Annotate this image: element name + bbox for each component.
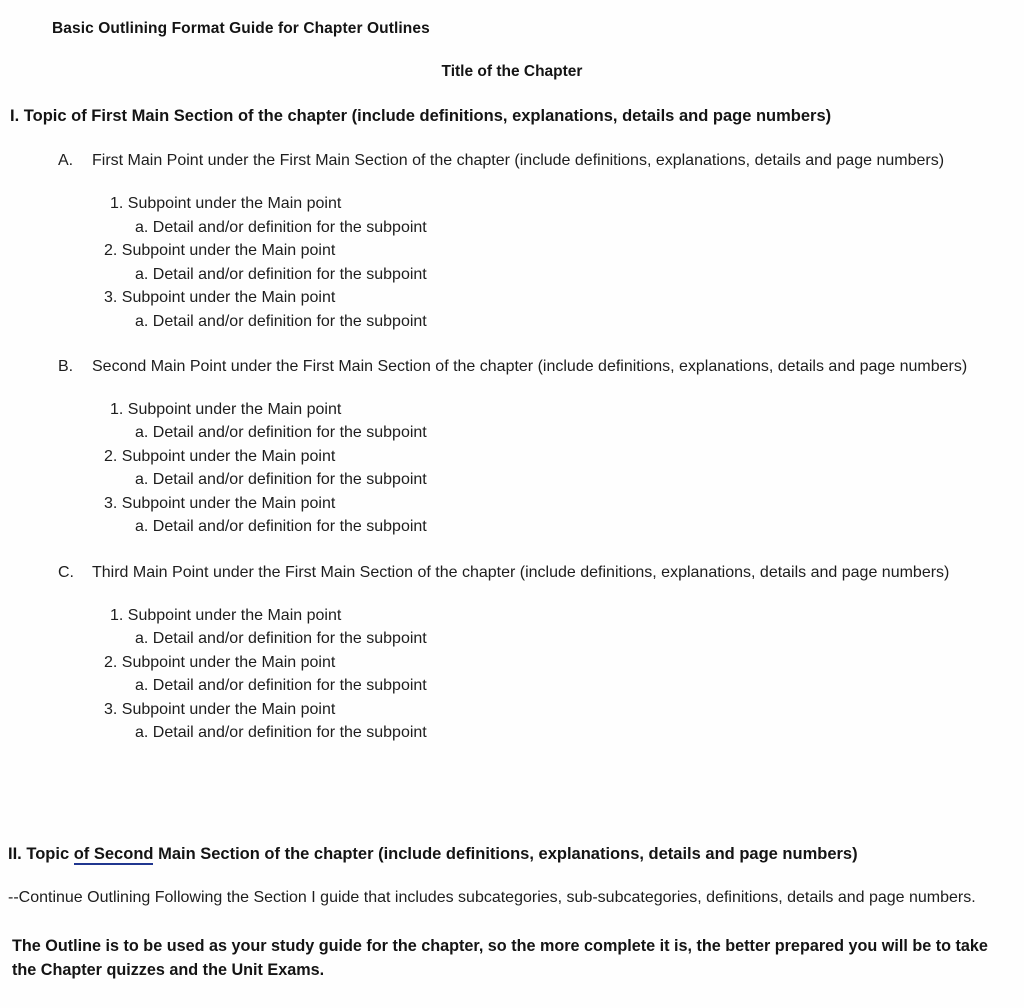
study-guide-note: The Outline is to be used as your study guide for the chapter, so the more complete it is, the better prepared you will be to take the Chapter quizzes and the Unit Exams.	[12, 937, 988, 979]
section-marker-I: I.	[10, 107, 20, 125]
subpoint-text: Subpoint under the Main point	[121, 494, 336, 512]
subpoint-text: Subpoint under the Main point	[127, 606, 342, 624]
closing-block	[0, 843, 1024, 982]
detail-marker: a.	[135, 218, 149, 236]
detail-marker: a.	[135, 265, 149, 283]
subpoint-marker: 2.	[104, 242, 118, 260]
detail-marker: a.	[135, 471, 149, 489]
detail-A-3	[0, 310, 1024, 334]
subpoint-marker: 3.	[104, 700, 118, 718]
subpoint-group-A	[0, 192, 1024, 333]
detail-A-1	[0, 216, 1024, 240]
main-point-marker-C: C.	[58, 563, 74, 581]
subpoint-A-1	[0, 192, 1024, 216]
subpoint-group-C	[0, 604, 1024, 745]
section-II-text-after: Main Section of the chapter (include definitions, explanations, details and page numbers)	[153, 845, 858, 863]
detail-text: Detail and/or definition for the subpoint	[152, 471, 427, 489]
detail-text: Detail and/or definition for the subpoint	[152, 518, 427, 536]
subpoint-marker: 1.	[110, 400, 124, 418]
detail-C-1	[0, 627, 1024, 651]
subpoint-marker: 3.	[104, 494, 118, 512]
subpoint-text: Subpoint under the Main point	[121, 242, 336, 260]
detail-marker: a.	[135, 630, 149, 648]
main-point-B	[0, 356, 1024, 379]
main-point-marker-B: B.	[58, 358, 74, 376]
subpoint-B-3	[0, 492, 1024, 516]
subpoint-A-2	[0, 239, 1024, 263]
detail-B-3	[0, 515, 1024, 539]
continue-outlining-note: --Continue Outlining Following the Section I guide that includes subcategories, sub-subcategories, definitions, details and page numbers.	[8, 889, 976, 907]
detail-C-3	[0, 721, 1024, 745]
document-header: Basic Outlining Format Guide for Chapter Outlines	[52, 20, 430, 37]
main-point-C	[0, 562, 1024, 585]
subpoint-marker: 2.	[104, 653, 118, 671]
subpoint-B-1	[0, 398, 1024, 422]
subpoint-marker: 1.	[110, 194, 124, 212]
detail-marker: a.	[135, 724, 149, 742]
section-II-text-before: Topic	[26, 845, 74, 863]
detail-C-2	[0, 674, 1024, 698]
detail-marker: a.	[135, 518, 149, 536]
detail-marker: a.	[135, 312, 149, 330]
detail-text: Detail and/or definition for the subpoint	[152, 724, 427, 742]
section-marker-II: II.	[8, 845, 22, 863]
main-point-text-C: Third Main Point under the First Main Section of the chapter (include definitions, explanations, details and page numbers)	[92, 563, 950, 581]
main-point-A	[0, 150, 1024, 173]
detail-text: Detail and/or definition for the subpoint	[152, 424, 427, 442]
detail-A-2	[0, 263, 1024, 287]
section-heading-II	[0, 843, 1024, 865]
section-title-I: Topic of First Main Section of the chapter (include definitions, explanations, details and page numbers)	[23, 107, 832, 125]
detail-text: Detail and/or definition for the subpoint	[152, 265, 427, 283]
subpoint-B-2	[0, 445, 1024, 469]
subpoint-marker: 2.	[104, 447, 118, 465]
subpoint-text: Subpoint under the Main point	[127, 194, 342, 212]
spellcheck-underlined-phrase: of Second	[73, 845, 154, 863]
subpoint-text: Subpoint under the Main point	[121, 653, 336, 671]
document-subtitle: Title of the Chapter	[441, 63, 583, 80]
subpoint-marker: 1.	[110, 606, 124, 624]
subpoint-C-3	[0, 698, 1024, 722]
subpoint-text: Subpoint under the Main point	[121, 289, 336, 307]
subpoint-group-B	[0, 398, 1024, 539]
detail-B-1	[0, 421, 1024, 445]
subpoint-text: Subpoint under the Main point	[121, 447, 336, 465]
subpoint-marker: 3.	[104, 289, 118, 307]
main-point-text-B: Second Main Point under the First Main Section of the chapter (include definitions, explanations, details and page numbers)	[92, 358, 968, 376]
detail-B-2	[0, 468, 1024, 492]
subpoint-C-1	[0, 604, 1024, 628]
detail-text: Detail and/or definition for the subpoint	[152, 312, 427, 330]
detail-marker: a.	[135, 424, 149, 442]
detail-text: Detail and/or definition for the subpoint	[152, 218, 427, 236]
subpoint-text: Subpoint under the Main point	[127, 400, 342, 418]
detail-text: Detail and/or definition for the subpoint	[152, 677, 427, 695]
detail-text: Detail and/or definition for the subpoint	[152, 630, 427, 648]
outline-body	[0, 105, 1024, 745]
section-heading-I	[0, 105, 1024, 127]
main-point-marker-A: A.	[58, 152, 74, 170]
subpoint-C-2	[0, 651, 1024, 675]
main-point-text-A: First Main Point under the First Main Section of the chapter (include definitions, explanations, details and page numbers)	[92, 152, 945, 170]
subpoint-A-3	[0, 286, 1024, 310]
subpoint-text: Subpoint under the Main point	[121, 700, 336, 718]
detail-marker: a.	[135, 677, 149, 695]
